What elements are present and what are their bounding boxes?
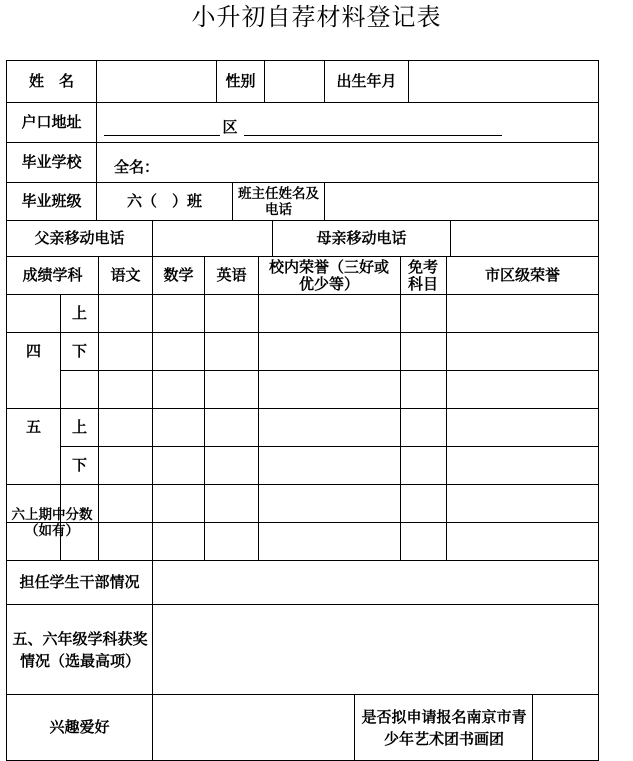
full-name-label: 全名： [114, 157, 160, 176]
gender-field[interactable] [265, 61, 324, 102]
grade-four-lower-label: 下 [71, 342, 87, 360]
rule [598, 60, 599, 761]
grade-five-lower-label: 下 [71, 456, 87, 474]
rule [354, 694, 355, 760]
rule [400, 256, 401, 560]
rule [258, 256, 259, 560]
grade-six-mid-label: 六上期中分数（如有） [11, 506, 93, 539]
birthdate-field[interactable] [409, 61, 598, 102]
district-field[interactable] [104, 110, 220, 135]
art-troupe-field[interactable] [533, 695, 598, 760]
district-underline [104, 135, 220, 136]
grade-five-label: 五 [25, 418, 41, 436]
registration-form [6, 60, 599, 748]
district-label: 区 [222, 117, 238, 136]
graduating-school-label: 毕业学校 [21, 153, 82, 171]
math-header: 数学 [163, 266, 194, 284]
awards-field[interactable] [153, 605, 598, 694]
class-field[interactable]: 六（ ）班 [126, 192, 202, 210]
student-cadre-label: 担任学生干部情况 [19, 573, 140, 591]
chinese-header: 语文 [110, 266, 141, 284]
grades-subject-header: 成绩学科 [22, 266, 83, 284]
head-teacher-field[interactable] [325, 183, 598, 220]
grade-five-upper-label: 上 [71, 418, 87, 436]
address-underline [244, 135, 502, 136]
name-field[interactable] [97, 61, 216, 102]
hobbies-label: 兴趣爱好 [49, 718, 110, 736]
rule [204, 256, 205, 560]
english-header: 英语 [216, 266, 247, 284]
father-phone-field[interactable] [153, 221, 272, 256]
head-teacher-label: 班主任姓名及电话 [238, 185, 319, 218]
mother-phone-label: 母亲移动电话 [316, 229, 407, 247]
name-label: 姓 名 [28, 72, 74, 90]
mother-phone-field[interactable] [451, 221, 598, 256]
school-full-name-field[interactable] [166, 143, 598, 182]
rule [152, 256, 153, 560]
student-cadre-field[interactable] [153, 561, 598, 604]
gender-label: 性别 [225, 72, 256, 90]
rule [98, 256, 99, 560]
form-title: 小升初自荐材料登记表 [191, 3, 442, 31]
grade-four-upper-label: 上 [71, 304, 87, 322]
city-honors-header: 市区级荣誉 [484, 266, 560, 284]
rule [446, 256, 447, 560]
grade-four-label: 四 [25, 342, 41, 360]
father-phone-label: 父亲移动电话 [34, 229, 125, 247]
address-field[interactable] [244, 110, 502, 135]
birthdate-label: 出生年月 [336, 72, 397, 90]
graduating-class-label: 毕业班级 [21, 192, 82, 210]
rule [60, 370, 599, 371]
household-address-label: 户口地址 [21, 113, 82, 131]
rule [60, 332, 599, 333]
exempt-subject-header: 免考科目 [407, 257, 438, 293]
rule [60, 446, 599, 447]
awards-label: 五、六年级学科获奖情况（选最高项） [12, 629, 148, 670]
school-honors-header: 校内荣誉（三好或优少等） [268, 257, 389, 293]
hobbies-field[interactable] [153, 695, 354, 760]
art-troupe-label: 是否拟申请报名南京市青少年艺术团书画团 [361, 707, 527, 748]
rule [232, 182, 233, 220]
